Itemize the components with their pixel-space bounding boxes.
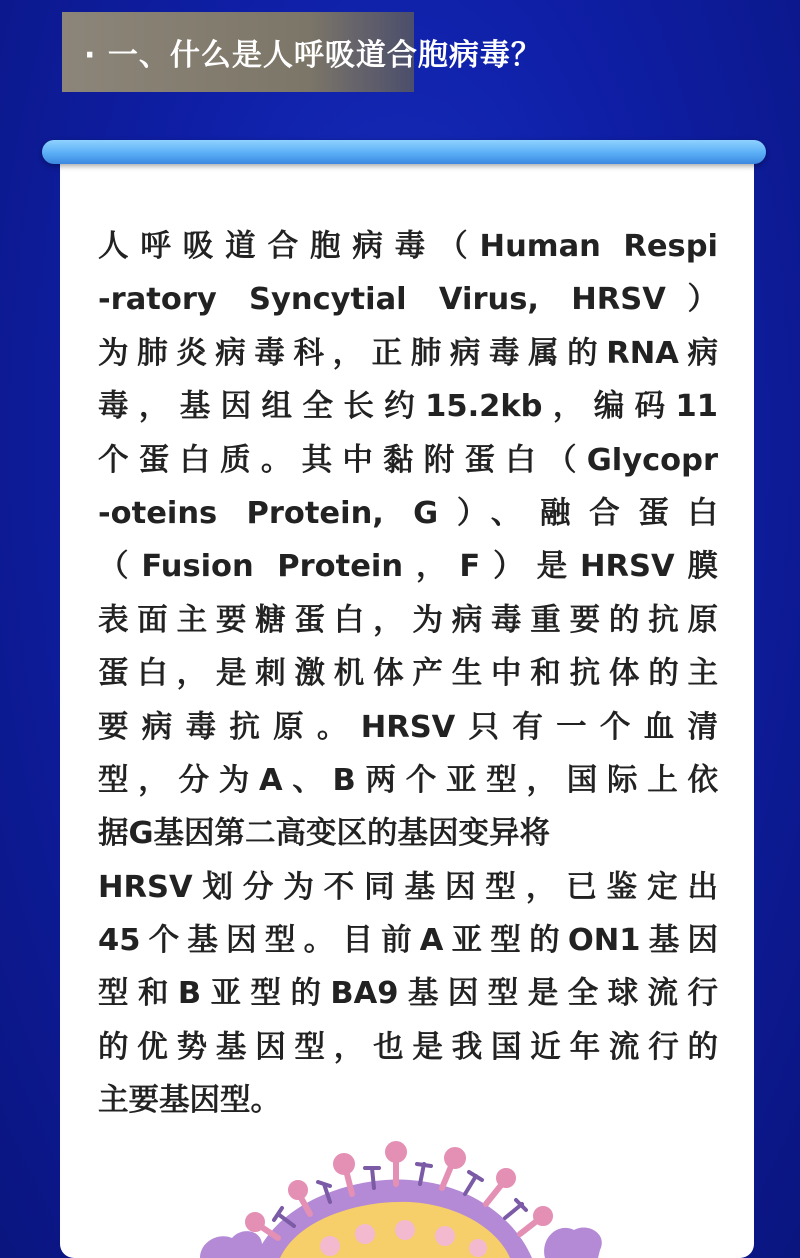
content-card [60, 152, 754, 1258]
article-line: HRSV划分为不同基因型，已鉴定出 [98, 869, 718, 905]
article-line: -ratory Syncytial Virus, HRSV） [98, 282, 718, 318]
article-body [98, 220, 718, 1128]
section-header-tag [62, 12, 542, 92]
article-line: 型和B亚型的BA9基因型是全球流行 [98, 976, 718, 1012]
article-line: 45个基因型。目前A亚型的ON1基因 [98, 923, 718, 959]
section-title: · 一、什么是人呼吸道合胞病毒？ [84, 38, 542, 73]
virus-side-blob-icon [544, 1227, 602, 1258]
article-line: 据G基因第二高变区的基因变异将 [98, 816, 551, 852]
article-line: 为肺炎病毒科，正肺病毒属的RNA病 [98, 335, 718, 371]
article-line: 型，分为A、B两个亚型，国际上依 [98, 762, 718, 798]
article-line: 个蛋白质。其中黏附蛋白（Glycopr [98, 442, 718, 478]
article-line: 人呼吸道合胞病毒（Human Respi [98, 229, 718, 264]
article-line: 要病毒抗原。HRSV只有一个血清 [98, 709, 718, 745]
card-top-bar [42, 140, 766, 164]
article-line: 表面主要糖蛋白，为病毒重要的抗原 [98, 602, 718, 638]
article-line: （Fusion Protein，F）是HRSV膜 [98, 549, 718, 585]
virus-illustration-icon [160, 1138, 620, 1258]
article-line: 主要基因型。 [98, 1083, 281, 1119]
article-line: 的优势基因型，也是我国近年流行的 [98, 1029, 718, 1065]
virus-side-blob-icon [200, 1231, 262, 1258]
article-line: 蛋白，是刺激机体产生中和抗体的主 [98, 656, 718, 692]
article-line: 毒，基因组全长约15.2kb，编码11 [98, 389, 718, 425]
article-line: -oteins Protein, G）、融合蛋白 [98, 495, 718, 531]
